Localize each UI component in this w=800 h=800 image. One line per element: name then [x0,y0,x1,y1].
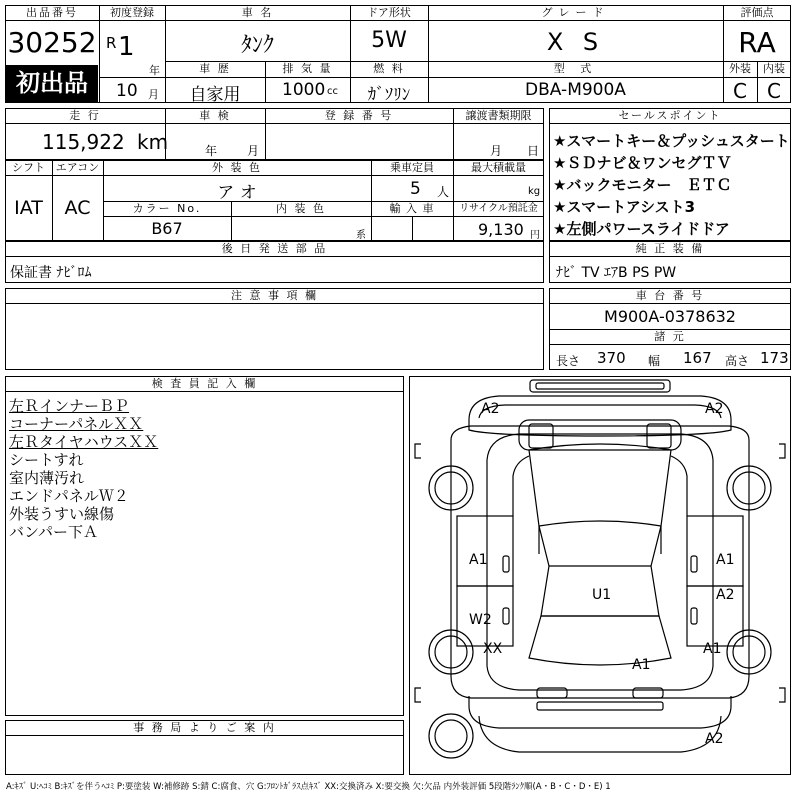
damage-mark: A1 [716,552,735,568]
inspect-year: 年 [205,144,218,158]
width-label: 幅 [648,354,661,368]
capacity-value: 5 [410,179,421,199]
shift-value: IAT [14,197,43,219]
int-value: C [767,79,781,103]
ac-value: AC [64,197,91,219]
model-value: DBA-M900A [525,80,626,100]
door-value: 5W [371,28,407,53]
int-label: 内装 [763,62,785,75]
inspector-note: 室内薄汚れ [9,469,85,487]
ac-label: エアコン [55,161,100,174]
mileage-value: 115,922 [42,130,125,154]
score-value: RA [738,26,776,59]
lot-number: 30252 [7,26,97,59]
damage-mark: A2 [705,401,724,417]
colorno-value: B67 [151,219,183,238]
equipment-value: ﾅﾋﾞ TV ｴｱB PS PW [556,265,677,281]
chassis-label: 車 台 番 号 [635,289,705,302]
history-label: 車 歴 [199,62,231,75]
parts-value: 保証書 ﾅﾋﾞﾛﾑ [10,265,92,281]
inspector-note: シートすれ [9,451,84,469]
disp-unit: cc [327,86,338,97]
color-label: 外 装 色 [212,161,262,174]
ext-value: C [733,79,747,103]
office-label: 事 務 局 よ り ご 案 内 [133,721,276,734]
transfer-day: 日 [527,144,540,158]
length-value: 370 [597,349,626,367]
inspect-month: 月 [247,144,260,158]
score-label: 評価点 [740,6,774,19]
length-label: 長さ [556,354,581,368]
name-label: 車 名 [241,6,274,19]
month-unit: 月 [148,88,159,101]
height-value: 173 [760,349,789,367]
shift-label: シフト [12,161,45,174]
first-listing-badge: 初出品 [6,65,98,102]
width-value: 167 [683,349,712,367]
parts-label: 後 日 発 送 部 品 [221,242,328,255]
damage-mark: A2 [716,587,735,603]
transfer-month: 月 [490,144,503,158]
inspector-label: 検 査 員 記 入 欄 [151,377,258,390]
sales-point-item: ★スマートアシスト3 [553,198,696,216]
inspector-note: バンパー下Ａ [9,523,98,541]
reg-year: 1 [118,32,135,62]
damage-mark: XX [483,641,503,657]
inspector-note: コーナーパネルＸＸ [9,415,144,433]
capacity-label: 乗車定員 [390,161,434,174]
car-name: ﾀﾝｸ [240,33,274,58]
damage-mark: A1 [632,657,651,673]
grade-label: グレード [541,6,610,19]
grade-value: X S [546,28,605,56]
disp-value: 1000 [282,80,326,100]
sales-point-item: ★バックモニター ＥＴＣ [553,176,732,194]
model-label: 型 式 [553,62,598,75]
inspect-label: 車 検 [199,109,231,122]
color-value: ア オ [217,183,257,203]
lot-label: 出品番号 [26,6,78,19]
disp-label: 排 気 量 [282,62,333,75]
damage-mark: A2 [481,401,500,417]
sales-point-item: ★スマートキー＆プッシュスタート [553,132,790,150]
height-label: 高さ [725,354,750,368]
recycle-unit: 円 [530,230,540,241]
history-value: 自家用 [189,85,241,105]
mileage-label: 走 行 [69,109,101,122]
dims-label: 諸 元 [654,330,686,343]
notes-label: 注 意 事 項 欄 [231,289,318,302]
door-label: ドア形状 [367,6,411,19]
chassis-number: M900A-0378632 [604,307,736,326]
sales-point-item: ★左側パワースライドドア [553,220,730,238]
fuel-label: 燃 料 [373,62,405,75]
interior-unit: 系 [356,230,366,241]
damage-legend: A:ｷｽﾞ U:ﾍｺﾐ B:ｷｽﾞを伴うﾍｺﾐ P:要塗装 W:補修跡 S:錆 C:腐食、穴 G:ﾌﾛﾝﾄｶﾞﾗｽ点ｷｽﾞ XX:交換済み X:要交換 欠:欠品 内外装評価 5段階ﾗﾝｸ順(A・B・C・D・E) 1 [6,782,611,792]
fuel-value: ｶﾞｿﾘﾝ [367,85,411,105]
load-unit: kg [528,186,541,197]
import-label: 輸 入 車 [389,202,435,215]
inspector-note: 左ＲタイヤハウスＸＸ [9,433,159,451]
damage-mark: A1 [469,552,488,568]
transfer-label: 譲渡書類期限 [465,109,532,122]
regno-label: 登 録 番 号 [324,109,394,122]
reg-label: 初度登録 [110,6,154,19]
damage-mark: A2 [705,731,724,747]
damage-mark: U1 [592,587,612,603]
interior-label: 内 装 色 [276,202,326,215]
reg-month: 10 [116,81,138,101]
inspector-note: 外装うすい線傷 [9,505,115,523]
year-unit: 年 [149,64,160,77]
capacity-unit: 人 [437,185,450,199]
sales-point-item: ★ＳＤナビ＆ワンセグＴＶ [553,154,732,172]
inspector-note: 左ＲインナーＢＰ [9,397,130,415]
inspector-note: エンドパネルＷ２ [9,487,129,505]
damage-mark: W2 [469,612,492,628]
ext-label: 外装 [729,62,751,75]
equipment-label: 純 正 装 備 [635,242,705,255]
colorno-label: カラー No. [132,202,202,215]
load-label: 最大積載量 [471,161,526,174]
damage-mark: A1 [703,641,722,657]
era: R [106,34,117,52]
car-diagram [409,376,791,775]
mileage-unit: km [137,130,169,154]
sales-point-label: セールスポイント [618,109,722,122]
recycle-value: 9,130 [478,220,524,239]
recycle-label: リサイクル預託金 [459,203,538,214]
